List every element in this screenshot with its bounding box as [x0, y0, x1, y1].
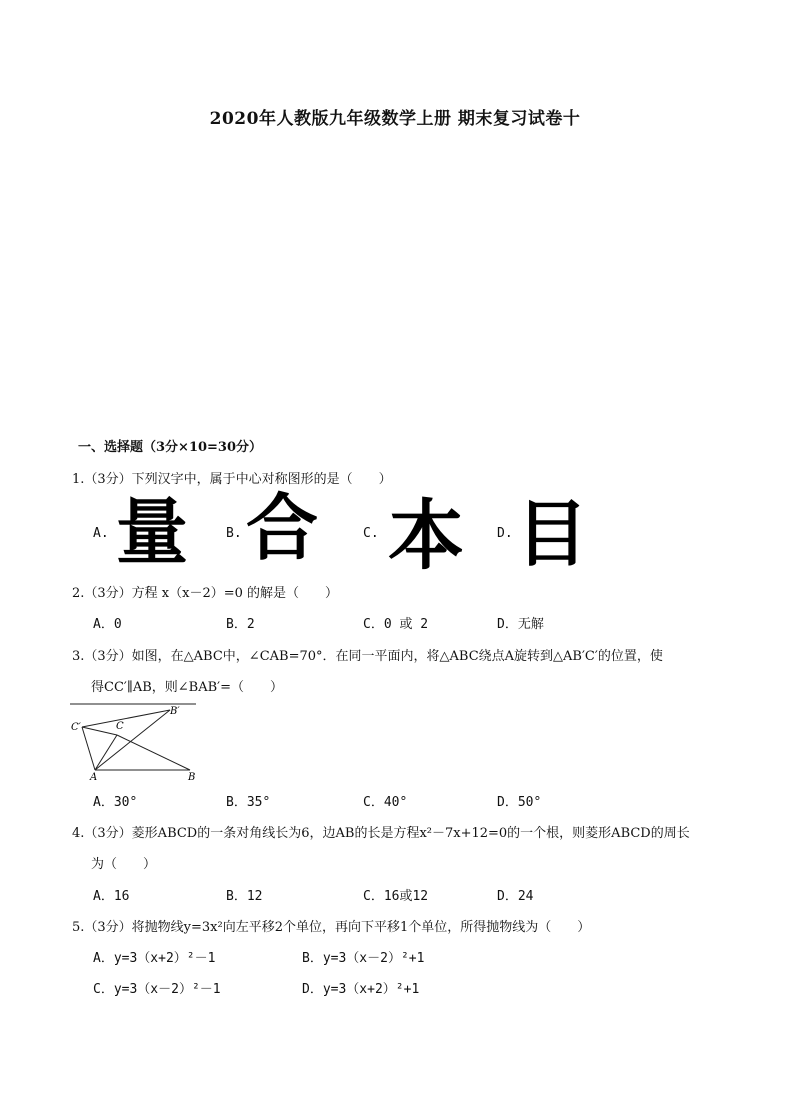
question-1-stem: 1.（3分）下列汉字中，属于中心对称图形的是（ ）: [72, 472, 392, 487]
q3-option-c: C．40°: [363, 795, 408, 810]
q2-option-a: A．0: [93, 617, 122, 632]
label-c-prime: C′: [71, 722, 81, 733]
q4-option-a: A．16: [93, 889, 130, 904]
segment-ac: [95, 735, 117, 770]
q1-option-b-label: B.: [226, 526, 242, 541]
q5-option-d: D．y=3（x+2）²+1: [302, 982, 420, 997]
segment-c-prime-b-prime: [82, 710, 170, 727]
q2-option-d: D．无解: [497, 617, 544, 632]
q4-option-d: D．24: [497, 889, 534, 904]
segment-ac-prime: [82, 727, 95, 770]
q3-option-d: D．50°: [497, 795, 542, 810]
q1-option-a-glyph: 量: [116, 490, 189, 574]
question-5-stem: 5.（3分）将抛物线y=3x²向左平移2个单位，再向下平移1个单位，所得抛物线为（ ）: [72, 920, 591, 935]
question-2-stem: 2.（3分）方程 x（x－2）=0 的解是（ ）: [72, 586, 339, 601]
question-4-stem-line1: 4.（3分）菱形ABCD的一条对角线长为6，边AB的长是方程x²－7x+12=0的一个根，则菱形ABCD的周长: [72, 826, 690, 841]
q1-option-a-label: A.: [93, 526, 109, 541]
section-heading: 一、选择题（3分×10=30分）: [78, 440, 263, 455]
q3-option-a: A．30°: [93, 795, 138, 810]
q1-option-d-glyph: 目: [516, 492, 589, 576]
label-b-prime: B′: [170, 706, 180, 717]
q1-option-c-label: C.: [363, 526, 379, 541]
q5-option-c: C．y=3（x－2）²－1: [93, 982, 221, 997]
q4-option-b: B．12: [226, 889, 263, 904]
q1-option-c-glyph: 本: [388, 491, 464, 580]
q5-option-b: B．y=3（x－2）²+1: [302, 951, 425, 966]
document-title: 2020年人教版九年级数学上册 期末复习试卷十: [209, 109, 581, 129]
segment-cc-prime: [82, 727, 117, 735]
label-b: B: [188, 772, 196, 782]
question-3-stem-line2: 得CC′∥AB，则∠BAB′=（ ）: [91, 680, 284, 695]
q1-option-d-label: D.: [497, 526, 513, 541]
q4-option-c: C．16或12: [363, 889, 429, 904]
q3-option-b: B．35°: [226, 795, 271, 810]
q1-option-b-glyph: 合: [246, 486, 319, 570]
q2-option-b: B．2: [226, 617, 255, 632]
label-c: C: [116, 721, 124, 732]
question-4-stem-line2: 为（ ）: [91, 857, 157, 872]
q2-option-c: C．0 或 2: [363, 617, 429, 632]
q3-triangle-figure: [70, 698, 205, 782]
segment-cb: [117, 735, 190, 770]
q5-option-a: A．y=3（x+2）²－1: [93, 951, 216, 966]
segment-ab-prime: [95, 710, 170, 770]
question-3-stem-line1: 3.（3分）如图，在△ABC中，∠CAB=70°．在同一平面内，将△ABC绕点A旋转到△AB′C′的位置，使: [72, 649, 663, 664]
label-a: A: [90, 772, 98, 782]
